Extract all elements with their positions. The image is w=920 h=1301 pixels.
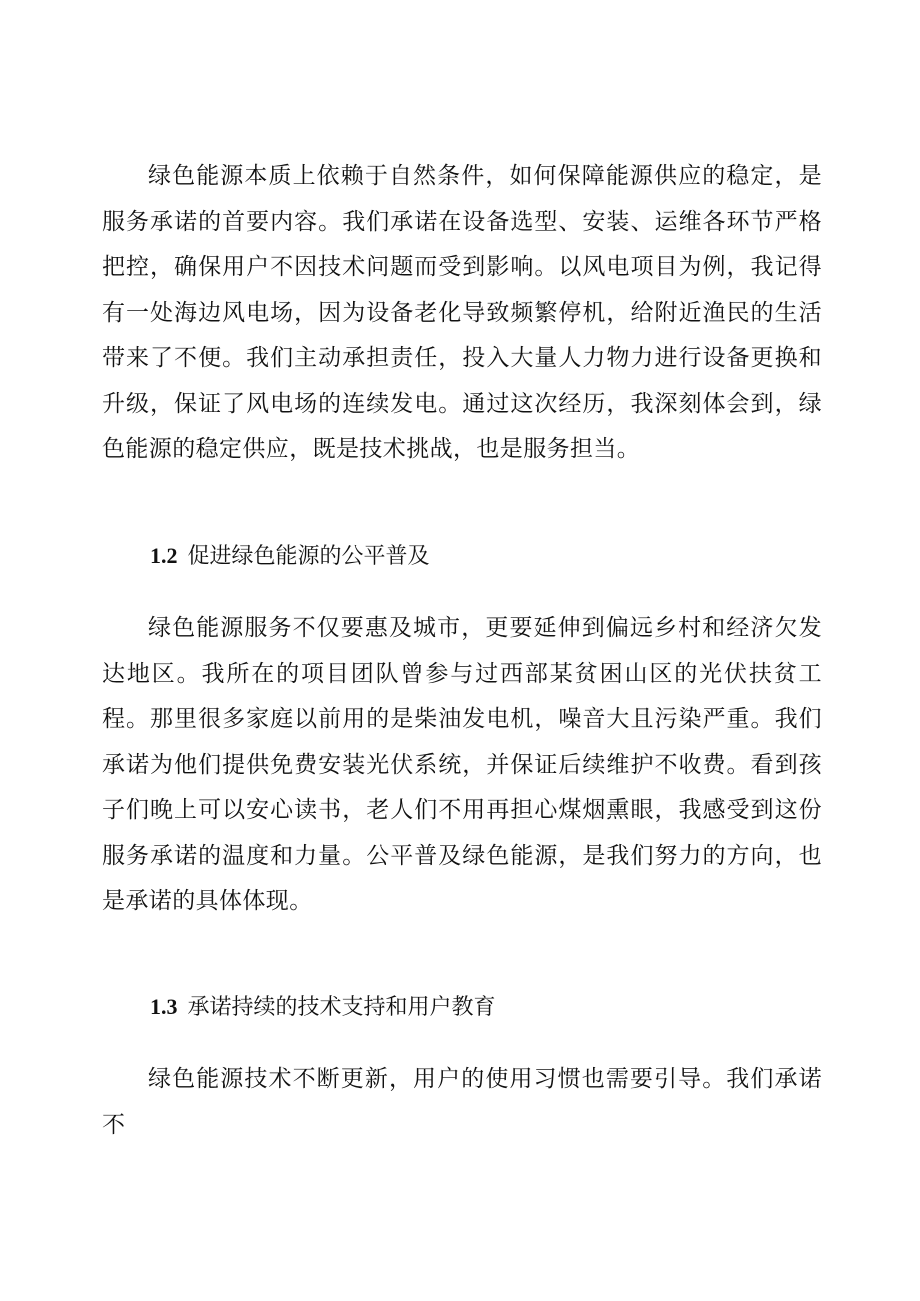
section-title: 承诺持续的技术支持和用户教育 bbox=[187, 995, 496, 1020]
section-number: 1.2 bbox=[150, 543, 178, 568]
section-number: 1.3 bbox=[150, 994, 178, 1019]
section-heading-1-2 bbox=[150, 541, 430, 572]
body-paragraph-tech-support: 绿色能源技术不断更新，用户的使用习惯也需要引导。我们承诺不 bbox=[102, 1066, 822, 1138]
body-paragraph-fair-access: 绿色能源服务不仅要惠及城市，更要延伸到偏远乡村和经济欠发达地区。我所在的项目团队曾参与过西部某贫困山区的光伏扶贫工程。那里很多家庭以前用的是柴油发电机，噪音大且污染严重。我们承诺为他们提供免费安装光伏系统，并保证后续维护不收费。看到孩子们晚上可以安心读书，老人们不用再担心煤烟熏眼，我感受到这份服务承诺的温度和力量。公平普及绿色能源，是我们努力的方向，也是承诺的具体体现。 bbox=[102, 615, 822, 914]
body-paragraph-energy-stability: 绿色能源本质上依赖于自然条件，如何保障能源供应的稳定，是服务承诺的首要内容。我们承诺在设备选型、安装、运维各环节严格把控，确保用户不因技术问题而受到影响。以风电项目为例，我记得有一处海边风电场，因为设备老化导致频繁停机，给附近渔民的生活带来了不便。我们主动承担责任，投入大量人力物力进行设备更换和升级，保证了风电场的连续发电。通过这次经历，我深刻体会到，绿色能源的稳定供应，既是技术挑战，也是服务担当。 bbox=[102, 163, 822, 462]
section-title: 促进绿色能源的公平普及 bbox=[187, 544, 430, 569]
section-heading-1-3 bbox=[150, 992, 496, 1023]
